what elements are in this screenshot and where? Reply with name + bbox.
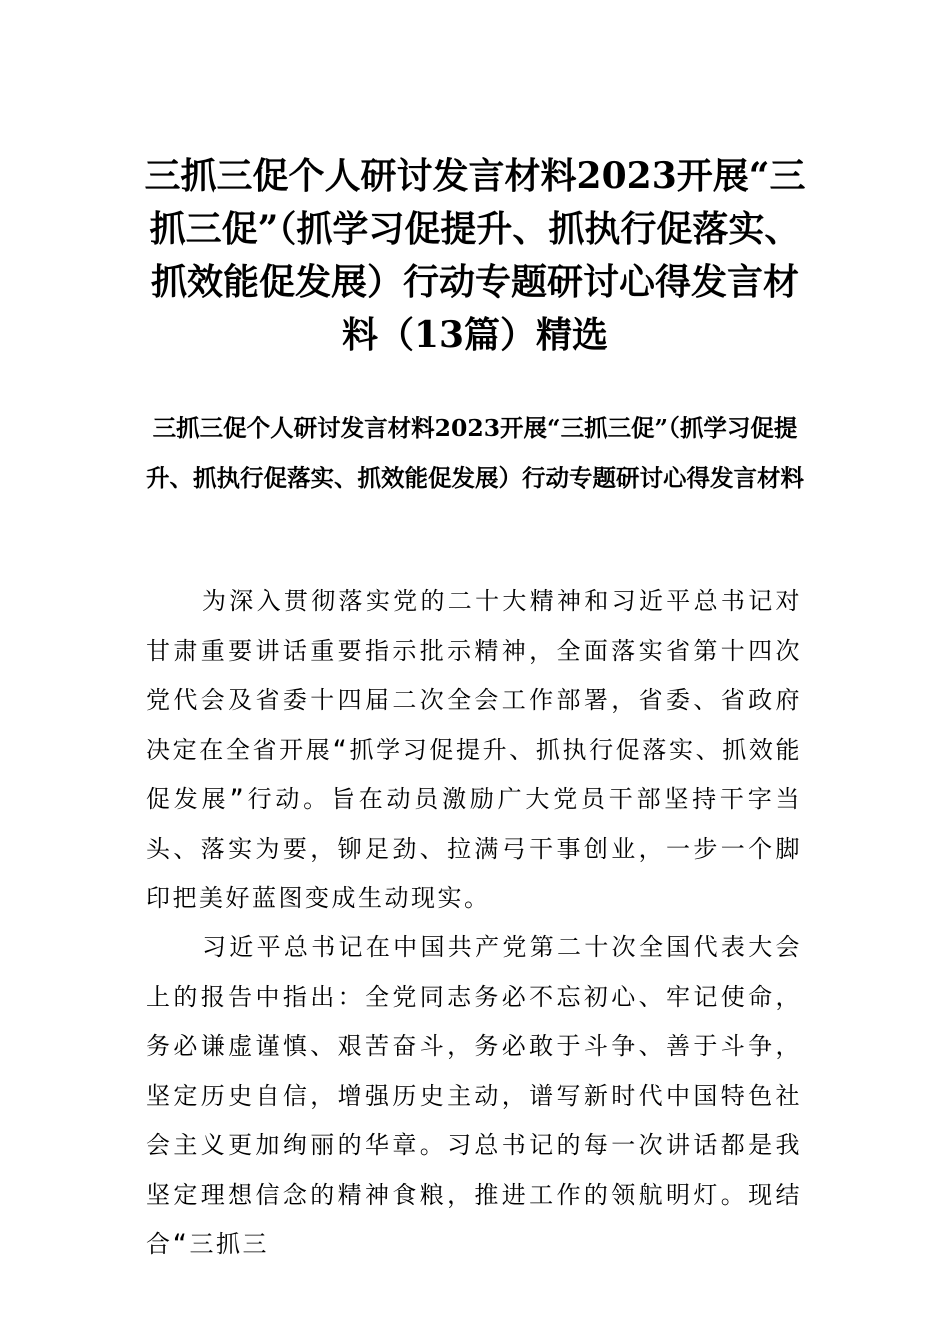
document-sub-title: 三抓三促个人研讨发言材料2023开展“三抓三促”（抓学习促提升、抓执行促落实、抓效能促发展）行动专题研讨心得发言材料 [146,414,804,492]
document-main-title: 三抓三促个人研讨发言材料2023开展“三抓三促”（抓学习促提升、抓执行促落实、抓效能促发展）行动专题研讨心得发言材料（13篇）精选 [144,155,806,356]
body-paragraph-1: 为深入贯彻落实党的二十大精神和习近平总书记对甘肃重要讲话重要指示批示精神，全面落实省第十四次党代会及省委十四届二次全会工作部署，省委、省政府决定在全省开展“抓学习促提升、抓执行促落实、抓效能促发展”行动。旨在动员激励广大党员干部坚持干字当头、落实为要，铆足劲、拉满弓干事创业，一步一个脚印把美好蓝图变成生动现实。 [146,587,802,912]
body-paragraph-2: 习近平总书记在中国共产党第二十次全国代表大会上的报告中指出：全党同志务必不忘初心、牢记使命，务必谦虚谨慎、艰苦奋斗，务必敢于斗争、善于斗争，坚定历史自信，增强历史主动，谱写新时代中国特色社会主义更加绚丽的华章。习总书记的每一次讲话都是我坚定理想信念的精神食粮，推进工作的领航明灯。现结合“三抓三 [146,933,802,1258]
